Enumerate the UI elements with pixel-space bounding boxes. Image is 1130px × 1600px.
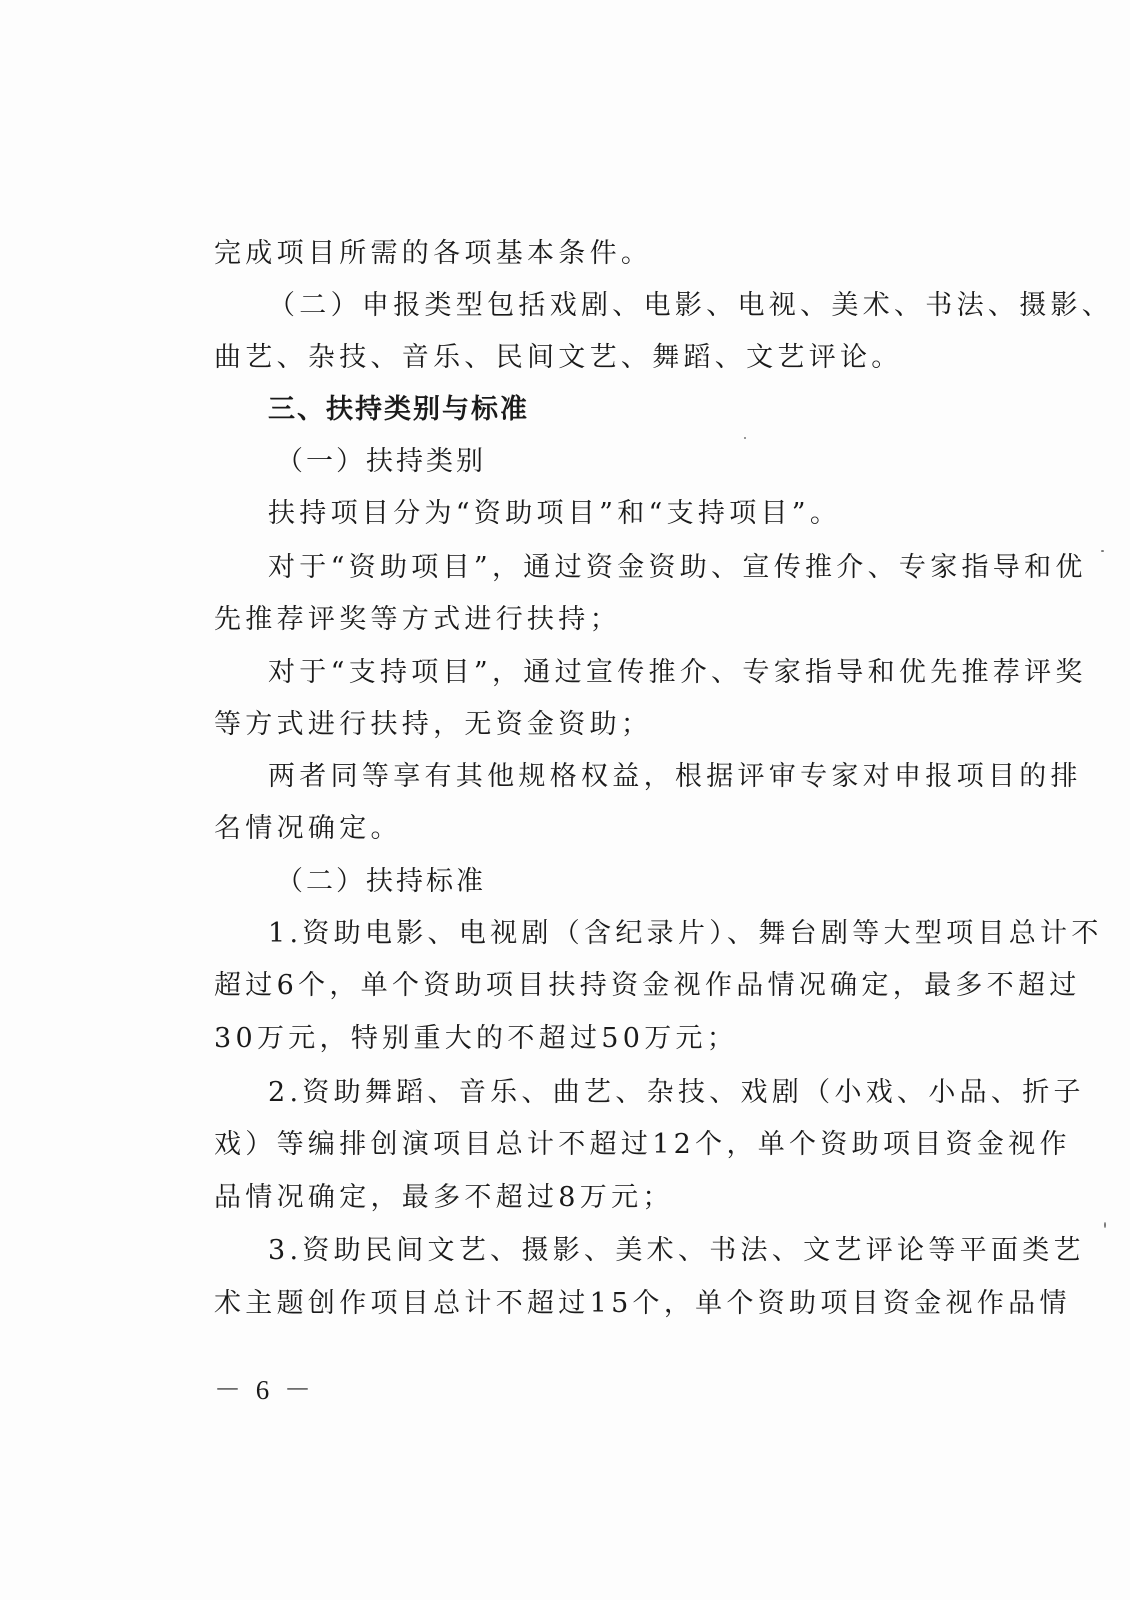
scan-speck xyxy=(744,437,746,439)
text-line-17: 2.资助舞蹈、音乐、曲艺、杂技、戏剧（小戏、小品、折子 xyxy=(268,1077,1085,1108)
text-line-6: 扶持项目分为“资助项目”和“支持项目”。 xyxy=(268,498,842,529)
sub-heading-2: （二）扶持标准 xyxy=(276,866,486,897)
scan-speck xyxy=(1101,550,1104,552)
text-line-9: 对于“支持项目”，通过宣传推介、专家指导和优先推荐评奖 xyxy=(268,657,1087,688)
page-number: － 6 － xyxy=(214,1375,315,1405)
text-line-19: 品情况确定，最多不超过8万元； xyxy=(214,1182,674,1213)
text-line-1: 完成项目所需的各项基本条件。 xyxy=(214,238,653,269)
text-line-16: 30万元，特别重大的不超过50万元； xyxy=(214,1023,739,1054)
text-line-15: 超过6个，单个资助项目扶持资金视作品情况确定，最多不超过 xyxy=(214,970,1081,1001)
section-heading: 三、扶持类别与标准 xyxy=(268,394,529,425)
text-line-2: （二）申报类型包括戏剧、电影、电视、美术、书法、摄影、 xyxy=(268,290,1114,321)
text-line-10: 等方式进行扶持，无资金资助； xyxy=(214,709,653,740)
text-line-8: 先推荐评奖等方式进行扶持； xyxy=(214,604,621,635)
text-line-14: 1.资助电影、电视剧（含纪录片）、舞台剧等大型项目总计不 xyxy=(268,918,1103,949)
sub-heading-1: （一）扶持类别 xyxy=(276,446,486,477)
text-line-11: 两者同等享有其他规格权益，根据评审专家对申报项目的排 xyxy=(268,761,1082,792)
text-line-20: 3.资助民间文艺、摄影、美术、书法、文艺评论等平面类艺 xyxy=(268,1235,1085,1266)
text-line-21: 术主题创作项目总计不超过15个，单个资助项目资金视作品情 xyxy=(214,1288,1071,1319)
text-line-3: 曲艺、杂技、音乐、民间文艺、舞蹈、文艺评论。 xyxy=(214,342,903,373)
scan-speck xyxy=(1104,1222,1106,1228)
text-line-12: 名情况确定。 xyxy=(214,813,402,844)
text-line-7: 对于“资助项目”，通过资金资助、宣传推介、专家指导和优 xyxy=(268,552,1087,583)
text-line-18: 戏）等编排创演项目总计不超过12个，单个资助项目资金视作 xyxy=(214,1129,1071,1160)
